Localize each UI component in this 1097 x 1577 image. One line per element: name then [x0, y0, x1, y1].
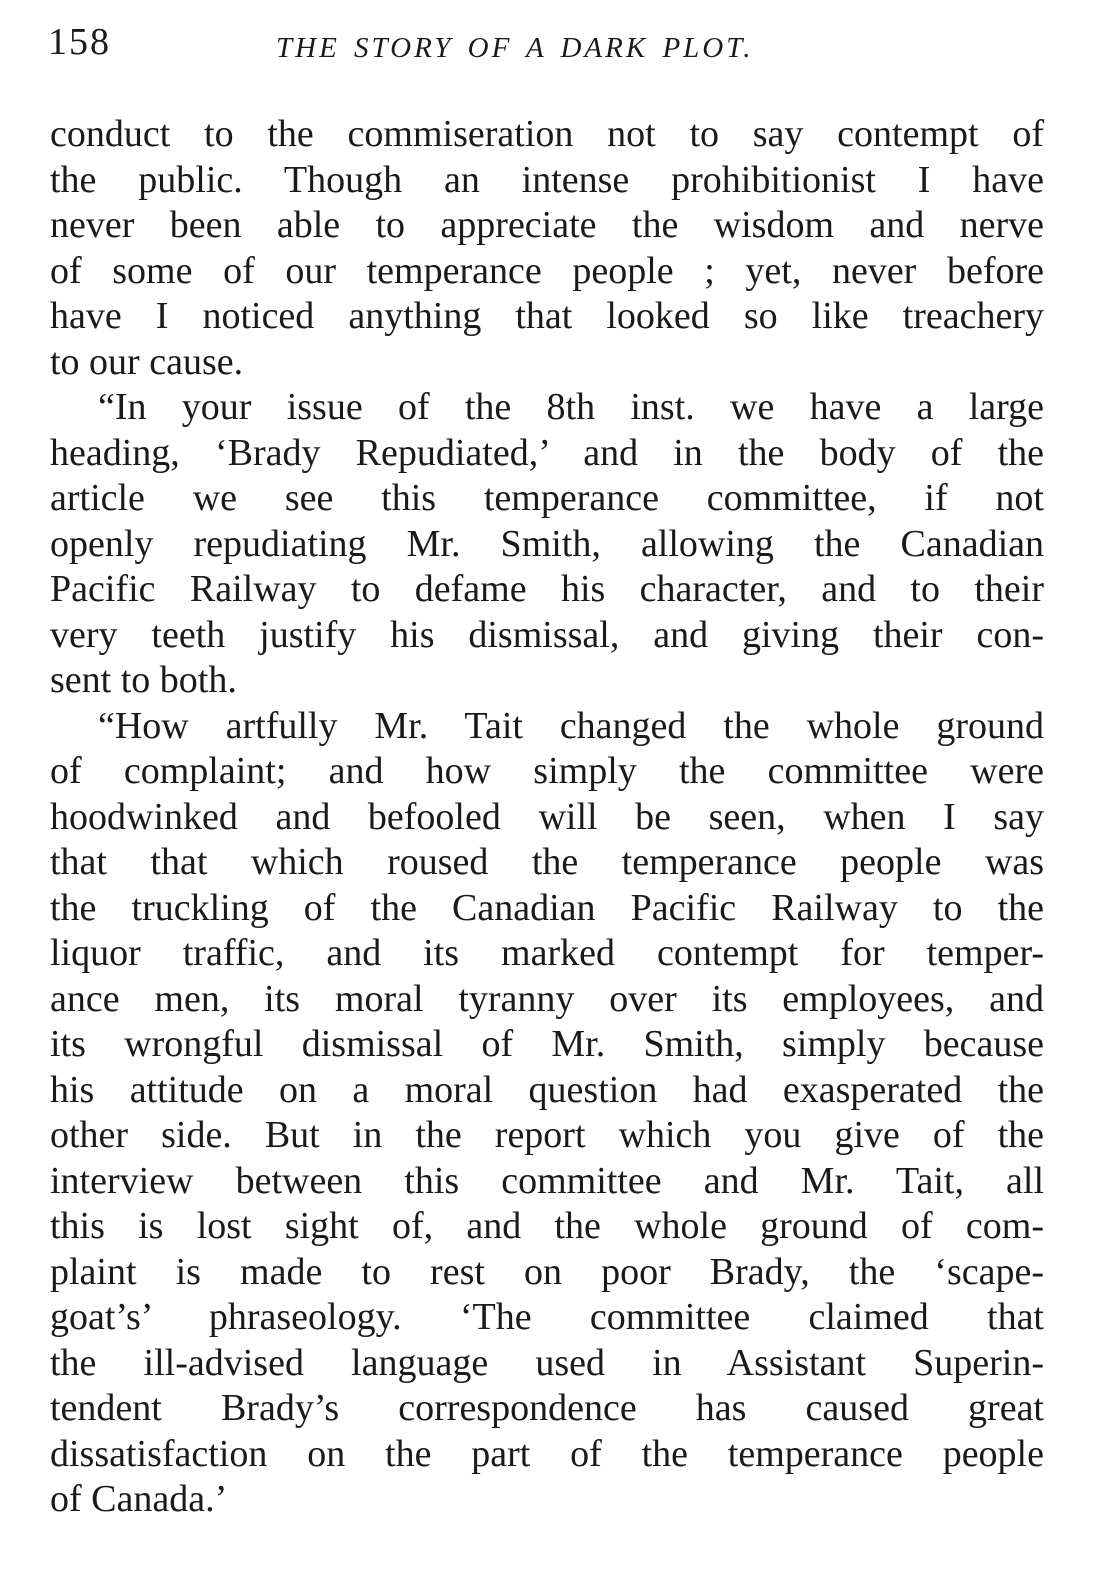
text-line: interview between this committee and Mr. Tait, all	[50, 1159, 1044, 1202]
text-line: the ill-advised language used in Assistant Superin-	[50, 1341, 1044, 1384]
text-line: its wrongful dismissal of Mr. Smith, simply because	[50, 1023, 1044, 1065]
text-line: his attitude on a moral question had exasperated the	[50, 1068, 1044, 1111]
text-line: goat’s’ phraseology. ‘The committee claimed that	[50, 1296, 1044, 1338]
text-line: other side. But in the report which you give of the	[50, 1114, 1044, 1156]
text-line: “How artfully Mr. Tait changed the whole ground	[98, 704, 1044, 747]
body-text	[50, 112, 1044, 1523]
text-line: very teeth justify his dismissal, and giving their con-	[50, 613, 1044, 656]
page-number: 158	[48, 21, 111, 63]
text-line: of some of our temperance people ; yet, never before	[50, 249, 1044, 292]
text-line: ance men, its moral tyranny over its employees, and	[50, 977, 1044, 1020]
text-line: the public. Though an intense prohibitionist I have	[50, 158, 1044, 201]
text-line: that that which roused the temperance people was	[50, 841, 1044, 883]
text-line: sent to both.	[50, 659, 237, 701]
text-line: of complaint; and how simply the committee were	[50, 750, 1044, 792]
text-line: openly repudiating Mr. Smith, allowing the Canadian	[50, 522, 1044, 565]
text-line: plaint is made to rest on poor Brady, the ‘scape-	[50, 1250, 1044, 1293]
text-line: “In your issue of the 8th inst. we have a large	[98, 386, 1044, 428]
text-line: the truckling of the Canadian Pacific Railway to the	[50, 886, 1044, 929]
text-line: article we see this temperance committee, if not	[50, 477, 1044, 519]
text-line: have I noticed anything that looked so like treachery	[50, 295, 1044, 337]
text-line: this is lost sight of, and the whole ground of com-	[50, 1205, 1044, 1247]
text-line: heading, ‘Brady Repudiated,’ and in the body of the	[50, 431, 1044, 474]
text-line: tendent Brady’s correspondence has caused great	[50, 1387, 1044, 1429]
text-line: conduct to the commiseration not to say contempt of	[50, 113, 1044, 155]
text-line: to our cause.	[50, 340, 244, 383]
text-line: never been able to appreciate the wisdom and nerve	[50, 204, 1044, 246]
text-line: Pacific Railway to defame his character, and to their	[50, 568, 1044, 610]
running-title: THE STORY OF A DARK PLOT.	[276, 32, 754, 64]
text-line: liquor traffic, and its marked contempt for temper-	[50, 932, 1044, 974]
text-line: of Canada.’	[50, 1478, 228, 1520]
text-line: dissatisfaction on the part of the temperance people	[50, 1432, 1044, 1475]
running-head	[48, 18, 1048, 78]
text-line: hoodwinked and befooled will be seen, when I say	[50, 795, 1044, 838]
